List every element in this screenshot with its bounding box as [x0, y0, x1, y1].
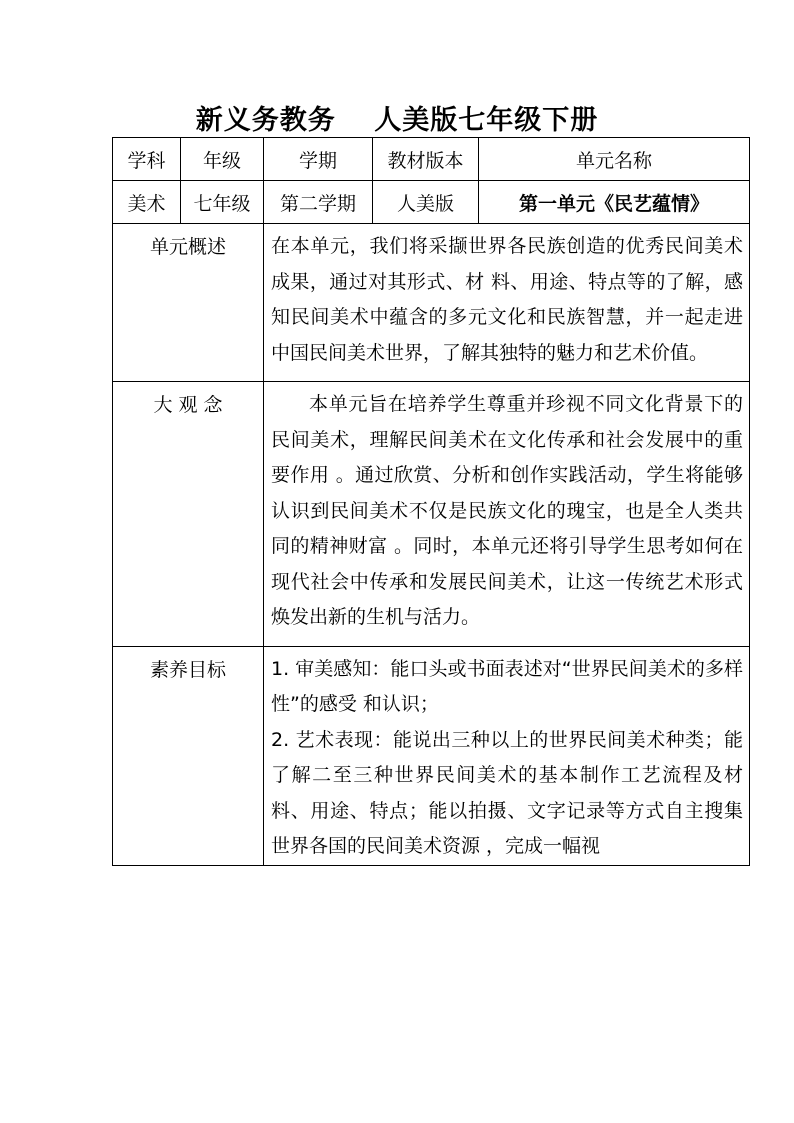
- header-grade: 年级: [181, 138, 264, 181]
- page-title: 新义务教务 人美版七年级下册: [195, 105, 599, 136]
- semester-value: 第二学期: [264, 181, 373, 224]
- literacy-item-2: 2. 艺术表现：能说出三种以上的世界民间美术种类；能了解二至三种世界民间美术的基本制作工艺流程及材 料、用途、特点；能以拍摄、文字记录等方式自主搜集世界各国的民间美术资源 ，完成一幅视: [271, 728, 743, 857]
- unit-name-value: 第一单元《民艺蕴情》: [479, 181, 750, 224]
- big-idea-text: 本单元旨在培养学生尊重并珍视不同文化背景下的民间美术，理解民间美术在文化传承和社会发展中的重要作用 。通过欣赏、分析和创作实践活动，学生将能够认识到民间美术不仅是民族文化的瑰宝，也是全人类共同的精神财富 。同时，本单元还将引导学生思考如何在现代社会中传承和发展民间美术，让这一传统艺术形式焕发出新的生机与活力。: [271, 393, 743, 628]
- grade-value: 七年级: [181, 181, 264, 224]
- subject-value: 美术: [113, 181, 181, 224]
- big-idea-label-cell: [113, 382, 264, 647]
- edition-value: 人美版: [373, 181, 479, 224]
- big-idea-row: [113, 382, 750, 647]
- unit-plan-table: [112, 137, 750, 866]
- literacy-label-cell: [113, 646, 264, 865]
- literacy-text-cell: [264, 646, 750, 865]
- overview-label-cell: [113, 224, 264, 382]
- big-idea-text-cell: [264, 382, 750, 647]
- header-subject: 学科: [113, 138, 181, 181]
- big-idea-label: 大 观 念: [153, 394, 223, 416]
- literacy-item-1: 1. 审美感知：能口头或书面表述对“世界民间美术的多样性”的感受 和认识；: [271, 657, 743, 715]
- overview-text: 在本单元，我们将采撷世界各民族创造的优秀民间美术成果，通过对其形式、材 料、用途、特点等的了解，感知民间美术中蕴含的多元文化和民族智慧，并一起走进 中国民间美术世界，了解其独特的魅力和艺术价值。: [271, 235, 743, 364]
- header-edition: 教材版本: [373, 138, 479, 181]
- literacy-row: [113, 646, 750, 865]
- overview-text-cell: [264, 224, 750, 382]
- header-row: [113, 138, 750, 181]
- overview-row: [113, 224, 750, 382]
- header-unit-name: 单元名称: [479, 138, 750, 181]
- info-row: [113, 181, 750, 224]
- literacy-label: 素养目标: [149, 658, 226, 681]
- header-semester: 学期: [264, 138, 373, 181]
- overview-label: 单元概述: [149, 236, 226, 258]
